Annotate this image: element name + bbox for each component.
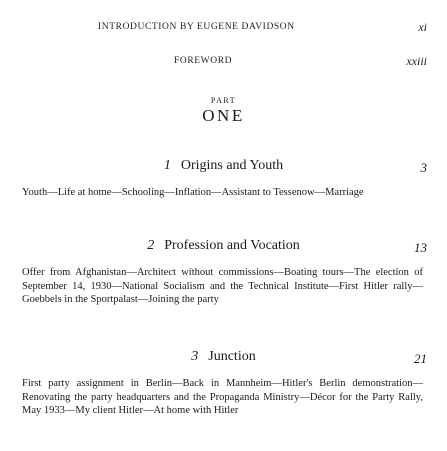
chapter-entry[interactable] [0, 349, 447, 418]
chapter-number: 2 [147, 238, 155, 253]
chapter-title: Origins and Youth [180, 158, 284, 173]
chapter-summary: First party assignment in Berlin—Back in Mannheim—Hitler's Berlin demonstration—Renovating the party headquarters and the Propaganda Ministry—Décor for the Party Rally, May 1933—My client Hitler—At home with Hitler [22, 378, 423, 416]
chapter-entry[interactable] [0, 238, 447, 307]
chapter-number: 3 [191, 349, 199, 364]
chapter-title: Junction [208, 349, 256, 364]
chapter-page-number: 13 [414, 240, 427, 255]
chapter-entry[interactable] [0, 158, 447, 200]
chapter-number: 1 [163, 158, 171, 173]
chapter-title: Profession and Vocation [164, 238, 300, 253]
part-number: ONE [202, 106, 245, 125]
chapter-summary: Youth—Life at home—Schooling—Inflation—Assistant to Tessenow—Marriage [22, 187, 364, 198]
chapter-page-number: 21 [414, 351, 427, 366]
toc-entry-page-number: xxiii [406, 54, 427, 68]
part-label: PART [210, 96, 237, 105]
chapter-page-number: 3 [420, 160, 427, 175]
toc-entry-introduction[interactable] [0, 20, 447, 36]
toc-entry-page-number: xi [418, 20, 427, 34]
chapter-heading [0, 349, 447, 369]
toc-entry-title: FOREWORD [174, 56, 233, 66]
chapter-heading [0, 158, 447, 178]
chapter-heading [0, 238, 447, 258]
toc-entry-foreword[interactable] [0, 54, 447, 70]
chapter-summary: Offer from Afghanistan—Architect without commissions—Boating tours—The election of September 14, 1930—National Socialism and the Technical Institute—First Hitler rally—Goebbels in the Sportpalast—Joining the party [22, 267, 423, 305]
toc-entry-title: INTRODUCTION BY EUGENE DAVIDSON [98, 22, 295, 32]
